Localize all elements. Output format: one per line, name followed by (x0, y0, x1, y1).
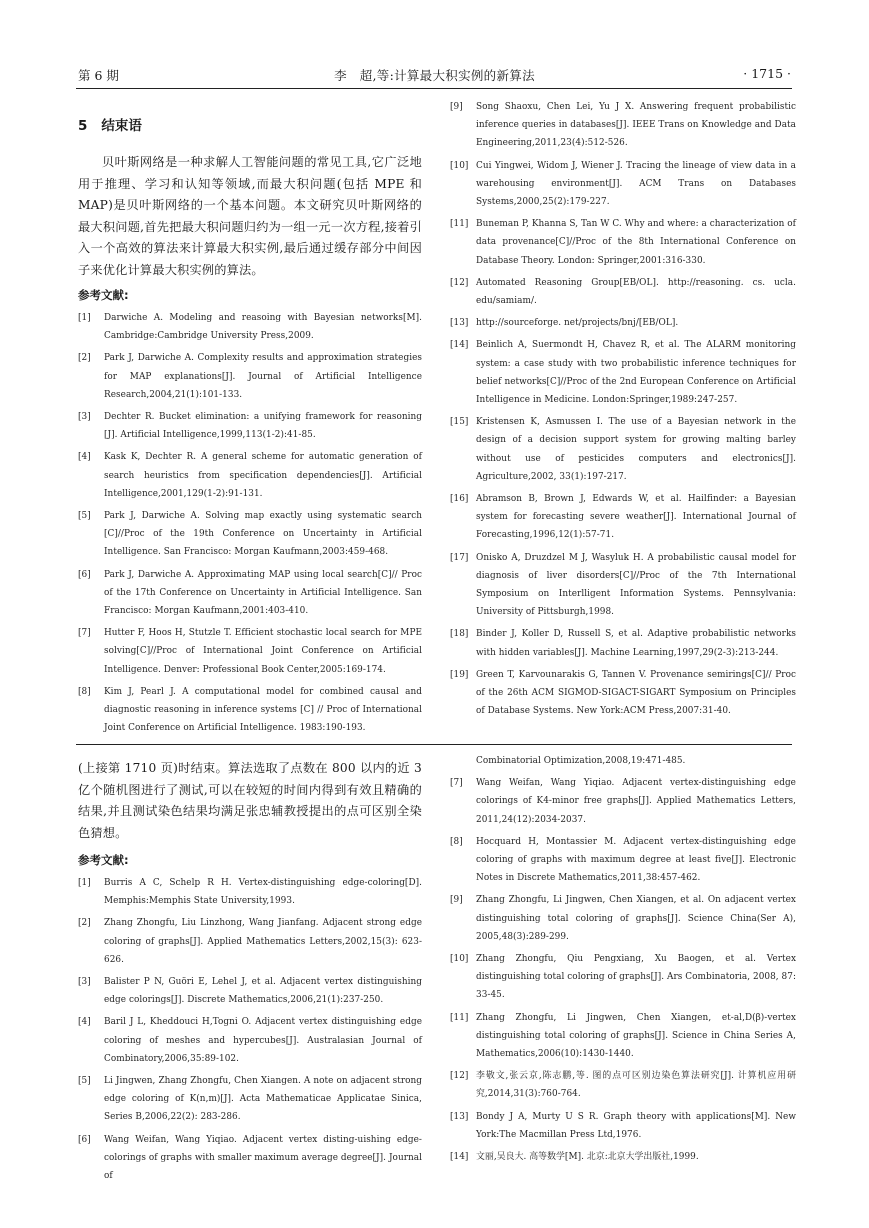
section-heading (78, 114, 422, 134)
reference-item (450, 98, 796, 153)
reference-number: [14] (450, 1152, 469, 1163)
reference-item (450, 490, 796, 545)
reference-item (450, 1148, 796, 1166)
reference-number: [10] (450, 160, 469, 171)
reference-item (78, 408, 422, 444)
reference-text: Darwiche A. Modeling and reasoing with Bayesian networks[M]. Cambridge:Cambridge University Press,2009. (104, 313, 422, 342)
reference-text: Burris A C, Schelp R H. Vertex-distinguishing edge-coloring[D]. Memphis:Memphis State University,1993. (104, 878, 422, 907)
reference-number: [3] (78, 977, 91, 988)
section-number: 5 (78, 118, 88, 134)
reference-number: [6] (78, 1134, 91, 1145)
reference-number: [12] (450, 1071, 469, 1082)
reference-text: 文丽,吴良大. 高等数学[M]. 北京:北京大学出版社,1999. (476, 1152, 699, 1163)
reference-number: [7] (78, 628, 91, 639)
reference-text: Wang Weifan, Wang Yiqiao. Adjacent vertex disting-uishing edge-colorings of graphs with smaller maximum average degree[J]. Journal of (104, 1134, 422, 1182)
reference-text: Kim J, Pearl J. A computational model for combined causal and diagnostic reasoning in inference systems [C] // Proc of International Joint Conference on Artificial Intelligence. 1983:190-193. (104, 686, 422, 734)
reference-text: Zhang Zhongfu, Liu Linzhong, Wang Jianfang. Adjacent strong edge coloring of graphs[J]. Applied Mathematics Letters,2002,15(3): 623-626. (104, 918, 422, 965)
reference-number: [1] (78, 313, 91, 323)
section-title: 结束语 (101, 118, 142, 134)
reference-item (450, 833, 796, 888)
reference-number: [3] (78, 412, 91, 423)
reference-text: Automated Reasoning Group[EB/OL]. http://reasoning. cs. ucla. edu/samiam/. (476, 277, 796, 307)
reference-item (450, 215, 796, 270)
page-number: · 1715 · (743, 66, 791, 81)
reference-item (450, 774, 796, 829)
reference-item (450, 1009, 796, 1064)
reference-text: Wang Weifan, Wang Yiqiao. Adjacent vertex-distinguishing edge colorings of K4-minor free graphs[J]. Applied Mathematics Letters, 2011,24(12):2034-2037. (476, 778, 796, 825)
reference-item (450, 314, 796, 332)
bottom-left-column (78, 758, 422, 1189)
reference-number: [17] (450, 552, 469, 563)
reference-list (78, 874, 422, 1185)
reference-number: [12] (450, 277, 469, 288)
reference-text: Buneman P, Khanna S, Tan W C. Why and where: a characterization of data provenance[C]//Proc of the 8th International Conference on Database Theory. London: Springer,2001:316-330. (476, 219, 796, 266)
reference-text: Song Shaoxu, Chen Lei, Yu J X. Answering frequent probabilistic inference queries in databases[J]. IEEE Trans on Knowledge and Data Engineering,2011,23(4):512-526. (476, 102, 796, 149)
reference-item (78, 448, 422, 503)
reference-text: Park J, Darwiche A. Approximating MAP using local search[C]// Proc of the 17th Conference on Uncertainty in Artificial Intelligence. San Francisco: Morgan Kaufmann,2001:403-410. (104, 569, 422, 617)
reference-number: [7] (450, 778, 463, 789)
reference-number: [5] (78, 511, 91, 522)
reference-number: [15] (450, 417, 469, 428)
reference-item (78, 349, 422, 404)
header-rule (76, 88, 792, 89)
reference-number: [18] (450, 629, 469, 640)
continued-paragraph: (上接第 1710 页)时结束。算法选取了点数在 800 以内的近 3 亿个随机图进行了测试,可以在较短的时间内得到有效且精确的结果,并且测试染色结果均满足张忠辅教授提出的点可区别全染色猜想。 (78, 761, 422, 840)
reference-item (450, 666, 796, 721)
reference-list (450, 98, 796, 721)
reference-number: [13] (450, 318, 469, 329)
reference-item (450, 1067, 796, 1103)
reference-number: [2] (78, 918, 91, 929)
running-title: 李 超,等:计算最大积实例的新算法 (334, 68, 535, 83)
bottom-right-column (450, 752, 796, 1170)
reference-item (450, 413, 796, 486)
reference-item (450, 336, 796, 409)
reference-text: Cui Yingwei, Widom J, Wiener J. Tracing the lineage of view data in a warehousing environment[J]. ACM Trans on Databases Systems,2000,25(2):179-227. (476, 160, 796, 208)
reference-item (78, 683, 422, 738)
reference-text: 李敬文,张云京,陈志鹏,等. 图的点可区别边染色算法研究[J]. 计算机应用研究,2014,31(3):760-764. (476, 1071, 796, 1100)
reference-number: [10] (450, 954, 469, 965)
reference-item (78, 874, 422, 910)
reference-number: [6] (78, 569, 91, 580)
reference-item (450, 274, 796, 310)
reference-item (450, 891, 796, 946)
reference-text: Bondy J A, Murty U S R. Graph theory with applications[M]. New York:The Macmillan Press Ltd,1976. (476, 1111, 796, 1140)
reference-item (78, 309, 422, 345)
reference-number: [4] (78, 452, 91, 463)
reference-number: [19] (450, 669, 469, 680)
reference-text: Park J, Darwiche A. Complexity results and approximation strategies for MAP explanations[J]. Journal of Artificial Intelligence Research,2004,21(1):101-133. (104, 353, 422, 400)
reference-item (450, 549, 796, 622)
reference-number: [11] (450, 219, 469, 230)
reference-text: Binder J, Koller D, Russell S, et al. Adaptive probabilistic networks with hidden variables[J]. Machine Learning,1997,29(2-3):213-244. (476, 629, 796, 658)
reference-number: [1] (78, 878, 91, 888)
reference-number: [9] (450, 102, 463, 112)
reference-item (78, 566, 422, 621)
reference-text: Baril J L, Kheddouci H,Togni O. Adjacent vertex distinguishing edge coloring of meshes and hypercubes[J]. Australasian Journal of Combinatory,2006,35:89-102. (104, 1017, 422, 1064)
running-header (78, 66, 791, 84)
reference-text: Kristensen K, Asmussen I. The use of a Bayesian network in the design of a decision support system for growing malting barley without use of pesticides computers and electronics[J]. Agriculture,2002, 33(1):197-217. (476, 417, 796, 482)
reference-text: Park J, Darwiche A. Solving map exactly using systematic search [C]//Proc of the 19th Conference on Uncertainty in Artificial Intelligence. San Francisco: Morgan Kaufmann,2003:459-468. (104, 511, 422, 558)
issue-number: 第 6 期 (78, 68, 119, 83)
reference-number: [16] (450, 494, 469, 505)
reference-item (78, 624, 422, 679)
reference-item (78, 973, 422, 1009)
article-separator-rule (76, 744, 792, 745)
reference-item (450, 157, 796, 212)
reference-text: Beinlich A, Suermondt H, Chavez R, et al. The ALARM monitoring system: a case study with two probabilistic inference techniques for belief networks[C]//Proc of the 2nd European Conference on Artificial Intelligence in Medicine. London:Springer,1989:247-257. (476, 340, 796, 406)
reference-item (450, 1108, 796, 1144)
reference-text: Combinatorial Optimization,2008,19:471-485. (476, 756, 686, 766)
reference-item (78, 914, 422, 969)
reference-number: [2] (78, 353, 91, 364)
reference-text: Balister P N, Guöri E, Lehel J, et al. Adjacent vertex distinguishing edge colorings[J]. Discrete Mathematics,2006,21(1):237-250. (104, 977, 422, 1006)
reference-text: Green T, Karvounarakis G, Tannen V. Provenance semirings[C]// Proc of the 26th ACM SIGMOD-SIGACT-SIGART Symposium on Principles of Database Systems. New York:ACM Press,2007:31-40. (476, 669, 796, 717)
reference-number: [8] (450, 836, 463, 847)
top-right-column (450, 98, 796, 725)
references-heading: 参考文献: (78, 288, 129, 302)
reference-item (450, 950, 796, 1005)
reference-item (450, 625, 796, 661)
conclusion-paragraph: 贝叶斯网络是一种求解人工智能问题的常见工具,它广泛地用于推理、学习和认知等领域,而最大积问题(包括 MPE 和 MAP)是贝叶斯网络的一个基本问题。本文研究贝叶斯网络的最大积问题,首先把最大积问题归约为一组一元一次方程,接着引入一个高效的算法来计算最大积实例,最后通过缓存部分中间因子来优化计算最大积实例的算法。 (78, 155, 422, 277)
reference-number: [5] (78, 1076, 91, 1087)
reference-number: [14] (450, 340, 469, 351)
reference-text: http://sourceforge. net/projects/bnj/[EB/OL]. (476, 318, 679, 329)
reference-list (450, 774, 796, 1166)
reference-number: [13] (450, 1111, 469, 1122)
reference-item (78, 1131, 422, 1186)
top-left-column (78, 114, 422, 741)
reference-text: Abramson B, Brown J, Edwards W, et al. Hailfinder: a Bayesian system for forecasting severe weather[J]. International Journal of Forecasting,1996,12(1):57-71. (476, 494, 796, 541)
reference-number: [11] (450, 1012, 469, 1023)
reference-text: Dechter R. Bucket elimination: a unifying framework for reasoning [J]. Artificial Intelligence,1999,113(1-2):41-85. (104, 412, 422, 441)
reference-text: Zhang Zhongfu, Qiu Pengxiang, Xu Baogen, et al. Vertex distinguishing total coloring of graphs[J]. Ars Combinatoria, 2008, 87: 33-45. (476, 954, 796, 1001)
reference-item (78, 1013, 422, 1068)
reference-text: Hocquard H, Montassier M. Adjacent vertex-distinguishing edge coloring of graphs with maximum degree at least five[J]. Electronic Notes in Discrete Mathematics,2011,38:457-462. (476, 836, 796, 884)
reference-number: [4] (78, 1017, 91, 1028)
reference-number: [9] (450, 895, 463, 906)
reference-text: Onisko A, Druzdzel M J, Wasyluk H. A probabilistic causal model for diagnosis of liver disorders[C]//Proc of the 7th International Symposium on Interlligent Information Systems. Pennsylvania: University of Pittsburgh,1998. (476, 552, 796, 618)
reference-text: Zhang Zhongfu, Li Jingwen, Chen Xiangen, et-al,D(β)-vertex distinguishing total coloring of graphs[J]. Science in China Series A, Mathematics,2006(10):1430-1440. (476, 1012, 796, 1060)
reference-item (78, 507, 422, 562)
reference-text: Li Jingwen, Zhang Zhongfu, Chen Xiangen. A note on adjacent strong edge coloring of K(n,m)[J]. Acta Mathematicae Applicatae Sinica, Series B,2006,22(2): 283-286. (104, 1076, 422, 1123)
reference-text: Hutter F, Hoos H, Stutzle T. Efficient stochastic local search for MPE solving[C]//Proc of International Joint Conference on Artificial Intelligence. Denver: Professional Book Center,2005:169-174. (104, 628, 422, 675)
reference-item (78, 1072, 422, 1127)
reference-list (78, 309, 422, 737)
reference-text: Zhang Zhongfu, Li Jingwen, Chen Xiangen, et al. On adjacent vertex distinguishing total coloring of graphs[J]. Science China(Ser A), 2005,48(3):289-299. (476, 895, 796, 942)
reference-continuation (450, 752, 796, 770)
references-heading: 参考文献: (78, 853, 129, 867)
reference-number: [8] (78, 686, 91, 697)
reference-text: Kask K, Dechter R. A general scheme for automatic generation of search heuristics from specification dependencies[J]. Artificial Intelligence,2001,129(1-2):91-131. (104, 452, 422, 499)
